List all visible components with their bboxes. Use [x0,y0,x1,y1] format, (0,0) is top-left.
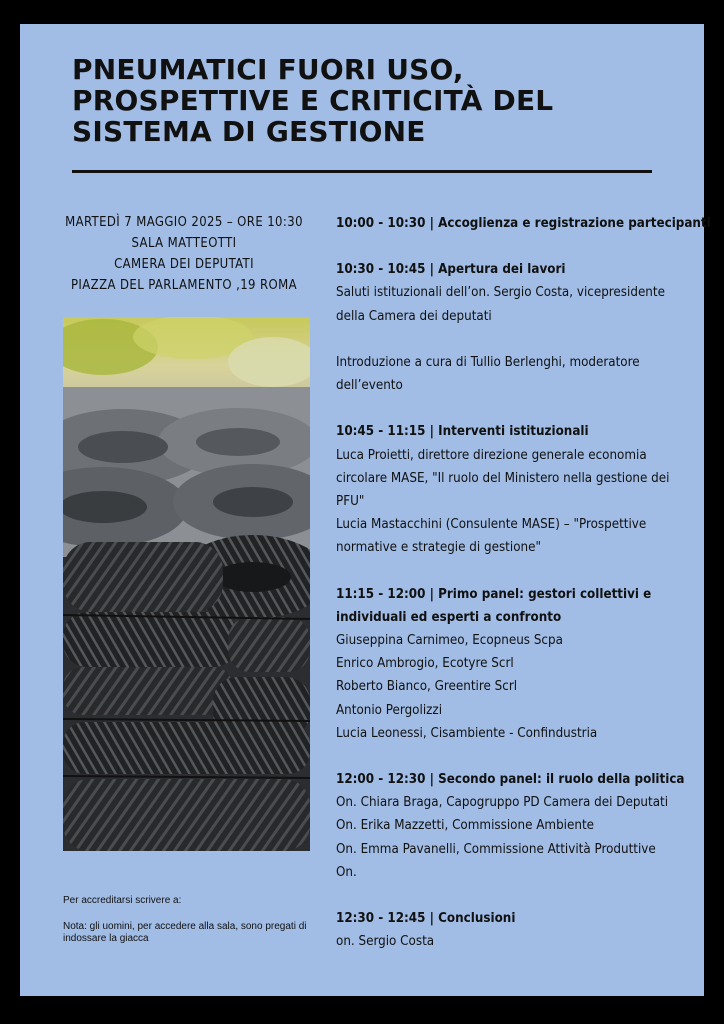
accreditation-note: Per accreditarsi scrivere a: [63,895,182,906]
session-heading: individuali ed esperti a confronto [336,609,562,625]
session-detail: dell’evento [336,378,403,394]
session-detail: Lucia Leonessi, Cisambiente - Confindustria [336,725,598,741]
program-session [336,212,711,235]
event-date-time: MARTEDÌ 7 MAGGIO 2025 – ORE 10:30 [65,215,303,230]
session-detail: normative e strategie di gestione" [336,540,541,556]
poster [20,24,711,996]
session-heading: 10:45 - 11:15 | Interventi istituzionali [336,424,589,440]
title-divider [72,170,652,173]
dress-code-note-line: Nota: gli uomini, per accedere alla sala, sono pregati di [63,921,307,932]
session-detail: On. Emma Pavanelli, Commissione Attività Produttive [336,841,656,857]
session-heading: 12:00 - 12:30 | Secondo panel: il ruolo della politica [336,772,685,788]
session-detail: Roberto Bianco, Greentire Scrl [336,679,518,695]
venue-address: PIAZZA DEL PARLAMENTO ,19 ROMA [70,278,298,293]
session-detail: on. Sergio Costa [336,934,435,950]
session-detail: On. Chiara Braga, Capogruppo PD Camera dei Deputati [336,795,669,811]
session-detail: On. [336,864,357,880]
session-detail: On. Erika Mazzetti, Commissione Ambiente [336,818,594,834]
session-heading: 12:30 - 12:45 | Conclusioni [336,911,516,927]
session-detail: Giuseppina Carnimeo, Ecopneus Scpa [336,633,563,649]
program-session [336,258,696,397]
title-line: PROSPETTIVE E CRITICITÀ DEL [72,84,554,117]
session-detail: Saluti istituzionali dell’on. Sergio Costa, vicepresidente [336,285,665,301]
session-detail: circolare MASE, "Il ruolo del Ministero nella gestione dei [336,470,670,486]
session-heading: 10:00 - 10:30 | Accoglienza e registrazione partecipanti [336,216,711,231]
dress-code-note-line: indossare la giacca [63,933,149,944]
title-line: SISTEMA DI GESTIONE [72,115,426,148]
session-detail: PFU" [336,494,365,510]
session-detail: della Camera dei deputati [336,308,492,324]
spacer-line [336,328,696,351]
venue-building: CAMERA DEI DEPUTATI [114,257,254,272]
session-detail: Antonio Pergolizzi [336,702,443,718]
session-detail: Introduzione a cura di Tullio Berlenghi, moderatore [336,355,640,371]
session-detail: Enrico Ambrogio, Ecotyre Scrl [336,656,514,672]
session-heading: 10:30 - 10:45 | Apertura dei lavori [336,262,566,278]
title-line: PNEUMATICI FUORI USO, [72,53,464,86]
venue-room: SALA MATTEOTTI [131,236,237,251]
program-session [336,907,696,953]
venue-info [56,212,312,296]
program-session [336,420,696,559]
session-detail: Lucia Mastacchini (Consulente MASE) – "Prospettive [336,517,647,533]
event-title [72,54,672,147]
session-heading: 11:15 - 12:00 | Primo panel: gestori collettivi e [336,586,652,602]
session-detail: Luca Proietti, direttore direzione generale economia [336,447,647,463]
tires-photo [63,317,310,851]
footnote [63,895,313,945]
program-schedule [336,212,711,976]
program-session [336,768,696,884]
program-session [336,583,696,745]
